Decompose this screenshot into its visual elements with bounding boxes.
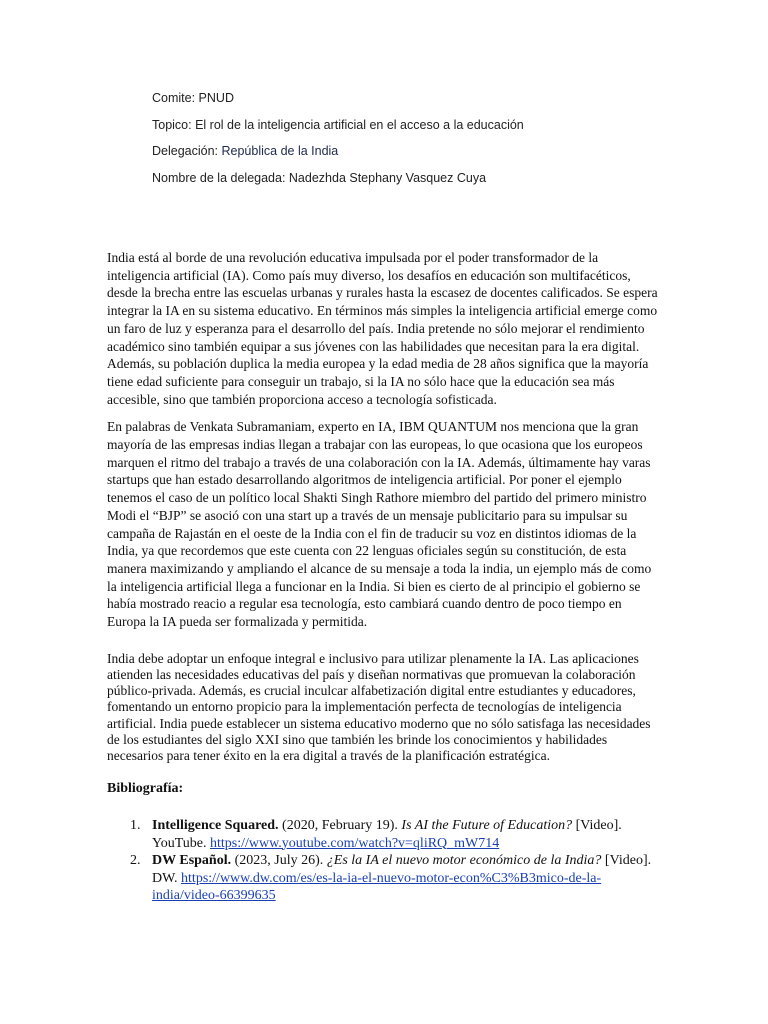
delegada-line xyxy=(152,168,732,195)
bibliography-item-author: Intelligence Squared. xyxy=(152,818,279,833)
topico-value: El rol de la inteligencia artificial en el acceso a la educación xyxy=(195,117,524,132)
bibliography-item-link[interactable]: https://www.dw.com/es/es-la-ia-el-nuevo-motor-econ%C3%B3mico-de-la-india/video-66399635 xyxy=(152,870,602,903)
bibliography-item-author: DW Español. xyxy=(152,853,232,868)
bibliography-item-number: 1. xyxy=(130,818,141,833)
paragraph-conclusion: India debe adoptar un enfoque integral e inclusivo para utilizar plenamente la IA. Las aplicaciones atienden las necesidades educativas del país y diseñan normativas que promuevan la colaboración público-privada. Además, es crucial inculcar alfabetización digital entre estudiantes y educadores, fomentando un entorno propicio para la implementación perfecta de tecnologías de inteligencia artificial. India puede establecer un sistema educativo moderno que no sólo satisfaga las necesidades de los estudiantes del siglo XXI sino que también les brinde los conocimientos y habilidades necesarios para tener éxito en la era digital a través de la planificación estratégica. xyxy=(107,650,651,763)
bibliography-item-type: [Video]. YouTube. xyxy=(152,818,622,851)
document-header xyxy=(152,88,732,194)
delegada-label: Nombre de la delegada: xyxy=(152,170,289,185)
comite-label: Comite: xyxy=(152,91,199,105)
bibliography-item-title: ¿Es la IA el nuevo motor económico de la India? xyxy=(326,853,602,868)
paragraph-expert: En palabras de Venkata Subramaniam, experto en IA, IBM QUANTUM nos menciona que la gran mayoría de las empresas indias llegan a trabajar con las europeas, lo que ocasiona que los europeos marquen el ritmo del trabajo a través de una colaboración con la IA. Además, últimamente hay varas startups que han estado desarrollando algoritmos de inteligencia artificial. Por poner el ejemplo tenemos el caso de un político local Shakti Singh Rathore miembro del partido del primero ministro Modi el “BJP” se asoció con una start up a través de un mensaje publicitario para su impulsar su campaña de Rajastán en el oeste de la India con el fin de traducir su voz en distintos idiomas de la India, ya que recordemos que este cuenta con 22 lenguas oficiales según su constitución, de esta manera maximizando y ampliando el alcance de su mensaje a toda la india, un ejemplo más de como la inteligencia artificial llega a funcionar en la India. Si bien es cierto de al principio el gobierno se había mostrado reacio a regular esa tecnología, esto cambiará cuando dentro de poco tiempo en Europa la IA pueda ser formalizada y permitida. xyxy=(107,419,652,630)
topico-label: Topico: xyxy=(152,117,196,132)
bibliography-item-date: (2020, February 19). xyxy=(278,818,402,833)
comite-value: PNUD xyxy=(198,91,234,105)
comite-line xyxy=(152,88,732,115)
bibliography-item-type: [Video]. DW. xyxy=(152,853,652,886)
document-body xyxy=(107,249,659,764)
bibliography-item-date: (2023, July 26). xyxy=(231,853,327,868)
delegacion-line xyxy=(152,141,732,168)
bibliography-item xyxy=(130,852,660,905)
bibliography-title: Bibliografía: xyxy=(107,781,184,796)
topico-line xyxy=(152,115,732,142)
delegacion-label: Delegación: xyxy=(152,144,222,158)
bibliography-list xyxy=(130,817,660,905)
bibliography-item-link[interactable]: https://www.youtube.com/watch?v=qliRQ_mW714 xyxy=(209,835,500,851)
bibliography-item-title: Is AI the Future of Education? xyxy=(401,818,573,833)
delegada-value: Nadezhda Stephany Vasquez Cuya xyxy=(288,170,487,185)
delegacion-value: República de la India xyxy=(221,144,339,158)
paragraph-intro: India está al borde de una revolución educativa impulsada por el poder transformador de la inteligencia artificial (IA). Como país muy diverso, los desafíos en educación son multifacéticos, desde la brecha entre las escuelas urbanas y rurales hasta la escasez de docentes calificados. Se espera integrar la IA en su sistema educativo. En términos más simples la inteligencia artificial emerge como un faro de luz y esperanza para el desarrollo del país. India pretende no sólo mejorar el rendimiento académico sino también equipar a sus jóvenes con las habilidades que necesitan para la era digital. Además, su población duplica la media europea y la edad media de 28 años significa que la mayoría tiene edad suficiente para conseguir un trabajo, si la IA no sólo hace que la educación sea más accesible, sino que también proporciona acceso a tecnología sofisticada. xyxy=(107,250,658,407)
bibliography-item-number: 2. xyxy=(130,853,141,868)
bibliography-item xyxy=(130,817,660,852)
